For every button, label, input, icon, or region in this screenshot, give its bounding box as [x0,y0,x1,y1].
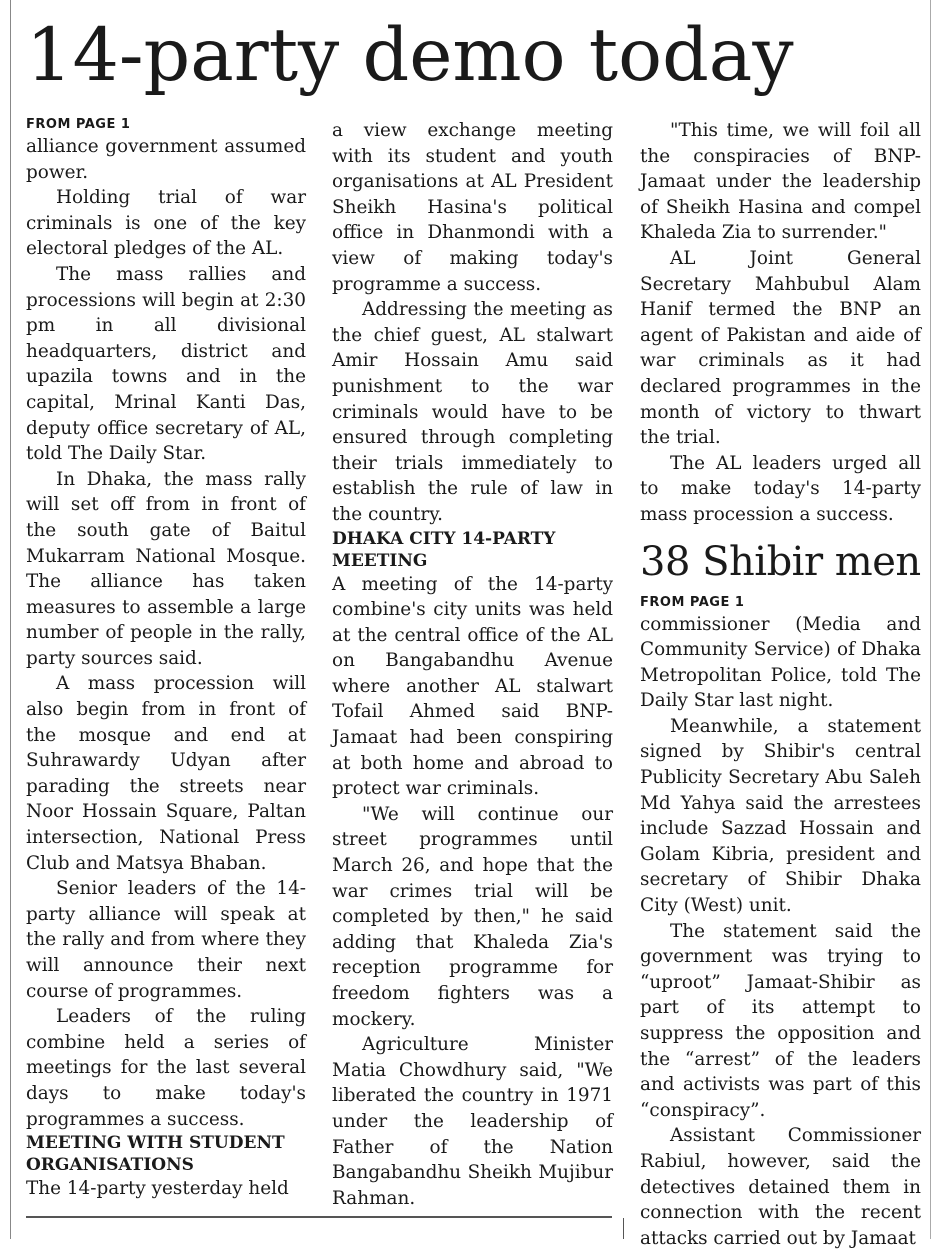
paragraph: Addressing the meeting as the chief guest, AL stalwart Amir Hossain Amu said punishment to the war criminals would have to be ensured through completing their trials immediately to establish the rule of law in the country. [332,299,613,525]
paragraph: AL Joint General Secretary Mahbubul Alam Hanif termed the BNP an agent of Pakistan and aide of war criminals as it had declared programmes in the month of victory to thwart the trial. [640,247,921,449]
paragraph: Holding trial of war criminals is one of the key electoral pledges of the AL. [26,187,306,260]
footer-rule [26,1216,612,1218]
subhead-city-meeting: DHAKA CITY 14-PARTY MEETING [332,528,556,571]
paragraph: A meeting of the 14-party combine's city units was held at the central office of the AL on Bangabandhu Avenue where another AL stalwart Tofail Ahmed said BNP-Jamaat had been conspiring at both home and abroad to protect war criminals. [332,573,613,800]
paragraph: Meanwhile, a statement signed by Shibir's central Publicity Secretary Abu Saleh Md Yahya said the arrestees include Sazzad Hossain and Golam Kibria, president and secretary of Shibir Dhaka City (West) unit. [640,715,921,917]
headline: 14-party demo today [26,13,794,98]
paragraph: The AL leaders urged all to make today's 14-party mass procession a success. [640,452,921,525]
paragraph: In Dhaka, the mass rally will set off from in front of the south gate of Baitul Mukarram National Mosque. The alliance has taken measures to assemble a large number of people in the rally, party sources said. [26,468,306,669]
subhead-student-meeting: MEETING WITH STUDENT ORGANISATIONS [26,1133,285,1176]
paragraph: The mass rallies and processions will begin at 2:30 pm in all divisional headquarters, district and upazila towns and in the capital, Mrinal Kanti Das, deputy office secretary of AL, told The Daily Star. [26,263,306,465]
paragraph: Assistant Commissioner Rabiul, however, said the detectives detained them in connection with the recent attacks carried out by Jamaat [640,1125,921,1249]
paragraph: "We will continue our street programmes until March 26, and hope that the war crimes trial will be completed by then," he said adding that Khaleda Zia's reception programme for freedom fighters was a mockery. [332,803,613,1030]
paragraph: Agriculture Minister Matia Chowdhury said, "We liberated the country in 1971 under the leadership of Father of the Nation Bangabandhu Sheikh Mujibur Rahman. [332,1034,613,1209]
page-edge-left [10,0,11,1239]
paragraph: "This time, we will foil all the conspiracies of BNP-Jamaat under the leadership of Sheikh Hasina and compel Khaleda Zia to surrender." [640,120,921,244]
page-edge-right [930,0,931,1239]
paragraph: Senior leaders of the 14-party alliance will speak at the rally and from where they will announce their next course of programmes. [26,878,306,1002]
from-page-label-2: FROM PAGE 1 [640,594,745,610]
second-headline: 38 Shibir men [640,538,921,585]
paragraph: A mass procession will also begin from in front of the mosque and end at Suhrawardy Udyan after parading the streets near Noor Hossain Square, Paltan intersection, National Press Club and Matsya Bhaban. [26,673,306,874]
column-divider-tick [623,1218,624,1239]
paragraph: The 14-party yesterday held [26,1178,289,1200]
column-2 [332,118,613,1211]
paragraph: commissioner (Media and Community Service) of Dhaka Metropolitan Police, told The Daily Star last night. [640,613,921,712]
paragraph: alliance government assumed power. [26,136,306,183]
paragraph: The statement said the government was trying to “uproot” Jamaat-Shibir as part of its attempt to suppress the opposition and the “arrest” of the leaders and activists was part of this “conspiracy”. [640,920,921,1121]
column-1 [26,116,306,1202]
paragraph: Leaders of the ruling combine held a series of meetings for the last several days to make today's programmes a success. [26,1006,306,1130]
paragraph: a view exchange meeting with its student and youth organisations at AL President Sheikh Hasina's political office in Dhanmondi with a view of making today's programme a success. [332,120,613,295]
from-page-label: FROM PAGE 1 [26,117,131,132]
column-3 [640,118,921,1251]
